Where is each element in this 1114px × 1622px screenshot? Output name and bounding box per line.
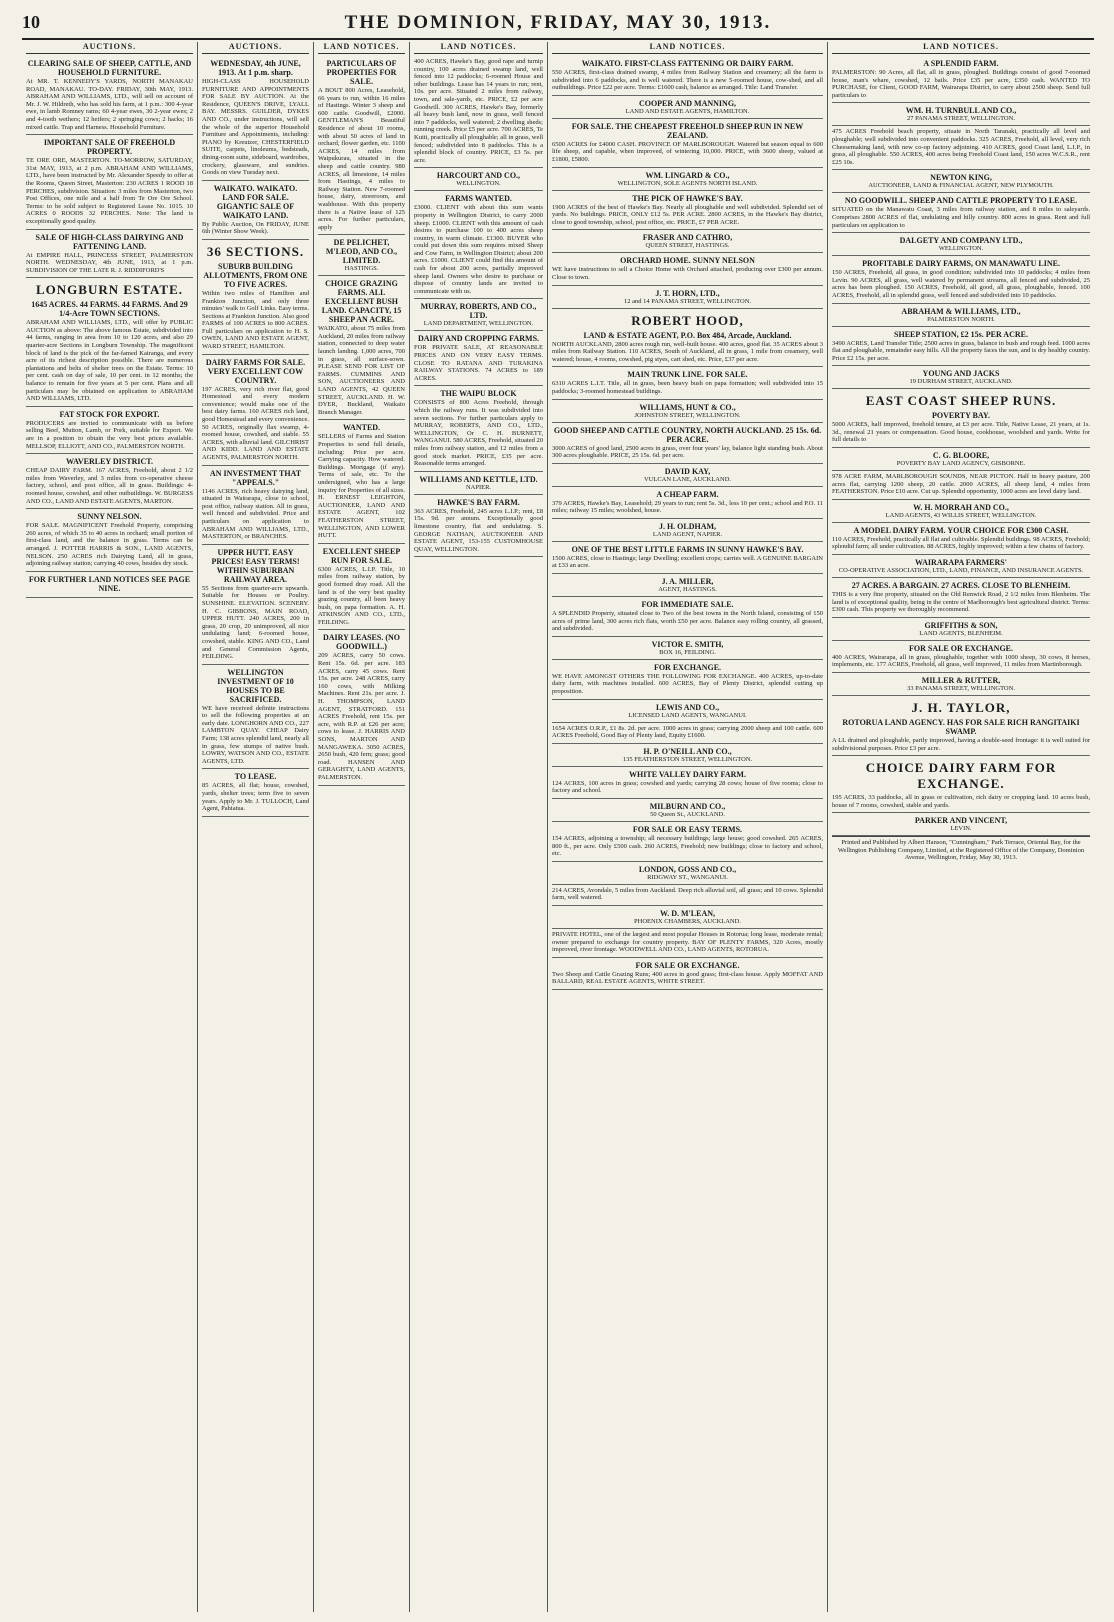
column-heading: AUCTIONS. <box>26 42 193 54</box>
ad-heading: FAT STOCK FOR EXPORT. <box>59 409 160 419</box>
ad-body-text: SITUATED on the Manawatu Coast, 3 miles from railway station, and 8 miles to saleyards. Comprises 2800 ACRES of flat, undulating and hilly country. 800 acres in grass. Rent and full particulars on application to <box>832 206 1090 229</box>
column-heading: LAND NOTICES. <box>832 42 1090 54</box>
advertisement <box>202 181 309 240</box>
advertiser-name: W. D. M'LEAN, <box>659 908 716 918</box>
advertisement <box>832 618 1090 641</box>
advertisement <box>552 96 823 119</box>
ad-heading: FOR IMMEDIATE SALE. <box>641 600 734 610</box>
advertiser-name: J. A. MILLER, <box>661 577 714 587</box>
ad-body-text: TE ORE ORE, MASTERTON. TO-MORROW, SATURDAY, 31st MAY, 1913, at 2 p.m. ABRAHAM AND WILLIAMS, LTD., have been instructed by Mr. Alexander Speedy to offer at the Rooms, Queen Street, Masterton: 230 ACRES 1 ROOD 18 PERCHES, subdivision. Situation: 3 miles from Masterton, two Post Offices, one mile and a half from Te Ore Ore School. Terms: to be sold subject to Registered Lease No. 1015. 10 ACRES 0 ROODS 32 PERCHES. Note: The land is exceptionally good quality. <box>26 157 193 225</box>
ad-heading: A MODEL DAIRY FARM. YOUR CHOICE FOR £300 CASH. <box>853 525 1069 535</box>
ad-body-text: 400 ACRES, Hawke's Bay, good rape and turnip country, 100 acres drained swamp land, well fenced into 12 paddocks; 6-roomed House and other buildings. Lease has 14 years to run; rent, 10s. per acre. Situated 2 miles from railway, town, and sale-yards, etc. PRICE, £2 per acre Goodwill. 300 ACRES, Hawke's Bay, formerly all heavy bush land, now in grass, well fenced into 7 paddocks, well watered; 2 dwelling sheds; running creek. Price £5 per acre. 700 ACRES, Te Kuiti, practically all ploughable; all in grass, well fenced; subdivided into 8 paddocks. This is a splendid block of country. PRICE, £3 5s. per acre. <box>414 58 543 164</box>
ad-body-text: FOR PRIVATE SALE, AT REASONABLE PRICES AND ON VERY EASY TERMS. CLOSE TO RATANA AND TURAKINA RAILWAY STATIONS. 74 ACRES to 189 ACRES. <box>414 344 543 382</box>
ad-heading: FOR SALE. THE CHEAPEST FREEHOLD SHEEP RUN IN NEW ZEALAND. <box>571 121 804 140</box>
advertiser-address: 12 and 14 PANAMA STREET, WELLINGTON. <box>623 297 752 305</box>
ad-heading: PROFITABLE DAIRY FARMS, ON MANAWATU LINE. <box>862 259 1060 269</box>
ad-heading: DAIRY LEASES. (NO GOODWILL.) <box>323 633 400 652</box>
ad-body-text: A SPLENDID Property, situated close to Two of the best towns in the North Island, consisting of 150 acres of prime land, 300 acres rich flats, worth £50 per acre. Balance easy rolling country, all grassed, and subdivided. <box>552 610 823 633</box>
advertisement <box>414 299 543 331</box>
ad-body-text: 124 ACRES, 100 acres in grass; cowshed and yards; carrying 28 cows; house of five rooms; close to factory and school. <box>552 779 823 795</box>
advertiser-name: J. H. OLDHAM, <box>658 521 717 531</box>
ad-heading: HAWKE'S BAY FARM. <box>437 497 520 507</box>
column-heading: AUCTIONS. <box>202 42 309 54</box>
advertisement <box>552 822 823 862</box>
advertisement <box>832 126 1090 170</box>
ad-body-text: 110 ACRES, Freehold, practically all flat and cultivable. Splendid buildings. 98 ACRES, Freehold; splendid farm; all under cultivation. 88 ACRES, highly improved; within a few chains of factory. <box>832 535 1090 551</box>
advertiser-address: 27 PANAMA STREET, WELLINGTON. <box>907 115 1015 123</box>
advertiser-name: ABRAHAM & WILLIAMS, LTD., <box>901 306 1021 316</box>
ad-body-text: 6310 ACRES L.I.T. Title, all in grass, been heavy bush on papa formation; well subdivided into 15 paddocks; 3-roomed homestead buildings. <box>552 380 823 395</box>
advertisement <box>318 420 405 543</box>
advertisement <box>832 366 1090 389</box>
ad-body-text: 6500 ACRES for £4000 CASH. PROVINCE OF MARLBOROUGH. Watered but season equal to 600 life sheep, and capable, when improved, of wintering 10,000. PRICE, with 3600 sheep, valued at £1800, £5800. <box>552 140 823 163</box>
ad-body-text: CHEAP DAIRY FARM. 167 ACRES, Freehold, about 2 1/2 miles from Waverley, and 3 miles from co-operative cheese factory, school, and post office, all in grass. Buildings: 4-roomed house, cowshed, and other outbuildings. W. BURGESS AND CO., LAND AND ESTATE AGENTS, MARTON. <box>26 467 193 505</box>
ad-heading: SUBURB BUILDING ALLOTMENTS, FROM ONE TO FIVE ACRES. <box>203 261 308 289</box>
advertiser-address: PALMERSTON NORTH. <box>927 315 995 323</box>
column-2 <box>198 42 314 1612</box>
advertiser-address: QUEEN STREET, HASTINGS. <box>645 242 730 250</box>
advertiser-address: LAND AGENTS, BLENHEIM. <box>919 629 1003 637</box>
advertiser-address: LAND AND ESTATE AGENTS, HAMILTON. <box>625 107 750 115</box>
advertiser-address: PHOENIX CHAMBERS, AUCKLAND. <box>634 917 741 925</box>
advertiser-address: 33 PANAMA STREET, WELLINGTON. <box>907 685 1015 692</box>
ad-heading: WEDNESDAY, 4th JUNE, 1913. At 1 p.m. sharp. <box>210 59 301 77</box>
column-heading: LAND NOTICES. <box>552 42 823 54</box>
advertisement <box>832 327 1090 367</box>
ad-heading: MAIN TRUNK LINE. FOR SALE. <box>627 370 748 380</box>
ad-body-text: 195 ACRES, 33 paddocks, all in grass or cultivation, rich dairy or cropping land. 10 acres bush, house of 7 rooms, cowshed, stable and yards. <box>832 794 1090 809</box>
ad-heading: THE PICK OF HAWKE'S BAY. <box>632 193 743 203</box>
ad-display-heading: LONGBURN ESTATE. <box>36 282 183 298</box>
ad-body-text: 363 ACRES, Freehold, 245 acres L.I.P.; rent, £8 15s. 9d. per annum. Exceptionally good limestone country, flat and undulating. S. GEORGE NATHAN, AUCTIONEER AND ESTATE AGENT, 153-155 CUSTOMHOUSE QUAY, WELLINGTON. <box>414 507 543 553</box>
advertisement <box>414 331 543 386</box>
ad-body-text: 1654 ACRES O.R.P., £1 8s. 2d. per acre. 1000 acres in grass; carrying 2000 sheep and 100 cattle. 600 ACRES Freehold, Good Bay of Plenty land, Equity £1600. <box>552 724 823 740</box>
advertisement <box>202 665 309 770</box>
ad-body-text: 550 ACRES, first-class drained swamp, 4 miles from Railway Station and creamery; all the farm is subdivided into 6 paddocks, and is well watered. There is a new 5-roomed house, cow-shed, and all outbuildings. Price £22 per acre. Terms: £1600 cash, balance as arranged. Title: Land Transfer. <box>552 69 823 92</box>
advertiser-address: LAND AGENT, NAPIER. <box>652 530 723 538</box>
ad-body-text: SELLERS of Farms and Station Properties to send full details, including: Price per acre. Carrying capacity. How watered. Buildings. Mortgage (if any). Terms of sale, etc. To the undersigned, who has a large inquiry for Properties of all sizes. H. ERNEST LEIGHTON, AUCTIONEER, LAND AND ESTATE AGENT, 102 FEATHERSTON STREET, WELLINGTON, AND LOWER HUTT. <box>318 433 405 540</box>
advertisement <box>552 958 823 990</box>
ad-heading: WAIKATO. WAIKATO. LAND FOR SALE. GIGANTIC SALE OF WAIKATO LAND. <box>213 183 298 220</box>
ad-body-text: FOR SALE. MAGNIFICENT Freehold Property, comprising 260 acres, of which 35 to 40 acres in orchard; small portion of first-class land, and the balance in grass. Terms can be arranged. J. POTTER HARRIS & SON., LAND AGENTS, NELSON. 250 ACRES rich Dairying Land, all in grass, adjoining railway station; carrying 40 cows, besides dry stock. <box>26 522 193 568</box>
advertisement <box>832 756 1090 813</box>
advertisement <box>202 56 309 181</box>
advertiser-address: BOX 16, FEILDING. <box>659 648 716 656</box>
ad-body-text: Within two miles of Hamilton and Frankton Junction, and only three minutes' walk to Golf Links. Easy terms. Sections at Frankton Junction. Also good FARMS of 100 ACRES to 800 ACRES. Full particulars on application to H. S. OWEN, LAND AND ESTATE AGENT, WARD STREET, HAMILTON. <box>202 289 309 351</box>
advertisement <box>552 885 823 906</box>
ad-display-heading: EAST COAST SHEEP RUNS. <box>865 393 1057 409</box>
advertisement <box>552 253 823 285</box>
advertisement <box>832 448 1090 471</box>
advertisement <box>552 423 823 464</box>
ad-body-text: 3000 ACRES of good land, 2500 acres in grass, over four years' lay, balance light standing bush. About 300 acres ploughable. PRICE, 25 15s. 6d. per acre. <box>552 444 823 460</box>
advertisement <box>552 191 823 231</box>
advertisement <box>832 555 1090 578</box>
advertiser-name: WILLIAMS AND KETTLE, LTD. <box>419 474 538 484</box>
advertiser-name: FRASER AND CATHRO, <box>642 233 733 243</box>
advertisement <box>832 500 1090 523</box>
advertiser-name: LEWIS AND CO., <box>655 702 720 712</box>
ad-heading: FOR SALE OR EXCHANGE. <box>908 643 1013 653</box>
advertisement <box>832 578 1090 618</box>
advertisement <box>552 367 823 399</box>
column-heading: LAND NOTICES. <box>414 42 543 54</box>
advertisement <box>552 799 823 822</box>
advertisement <box>318 630 405 785</box>
advertiser-name: C. G. BLOORE, <box>932 451 990 461</box>
advertisement <box>26 509 193 572</box>
advertisement <box>832 256 1090 303</box>
ad-body-text: 3490 ACRES, Land Transfer Title; 2500 acres in grass, balance in bush and rough feed. 1000 acres flat and ploughable, remainder easy hills. All the property faces the sun, and is dry healthy country. Price £2 15s. per acre. <box>832 339 1090 362</box>
advertisement <box>318 235 405 276</box>
advertiser-address: HASTINGS. <box>344 265 379 273</box>
advertiser-name: LONDON, GOSS AND CO., <box>638 864 737 874</box>
advertiser-address: WELLINGTON. <box>456 180 501 188</box>
ad-body-text: At EMPIRE HALL, PRINCESS STREET, PALMERSTON NORTH. WEDNESDAY, 4th JUNE, 1913, at 1 p.m. SUBDIVISION OF THE LATE R. J. RIDDIFORD'S <box>26 251 193 274</box>
ad-heading: ORCHARD HOME. SUNNY NELSON <box>620 256 755 266</box>
ad-body-text: 379 ACRES, Hawke's Bay, Leasehold; 29 years to run; rent 5s. 3d., less 10 per cent.; school and P.O. 11 miles; railway 15 miles; woolshed, house. <box>552 499 823 515</box>
advertisement <box>414 168 543 191</box>
ad-body-text: By Public Auction, On FRIDAY, JUNE 6th (Winter Show Week). <box>202 220 309 236</box>
ad-heading: LAND & ESTATE AGENT, P.O. Box 484, Arcade, Auckland. <box>583 330 792 340</box>
advertisement <box>552 906 823 929</box>
ad-heading: PARTICULARS OF PROPERTIES FOR SALE. <box>326 59 397 86</box>
advertiser-address: LAND DEPARTMENT, WELLINGTON. <box>423 320 534 328</box>
ad-heading: SUNNY NELSON. <box>77 512 142 522</box>
ad-heading: FOR FURTHER LAND NOTICES SEE PAGE NINE. <box>28 574 191 593</box>
advertisement <box>26 572 193 598</box>
ad-body-text: WE HAVE AMONGST OTHERS THE FOLLOWING FOR EXCHANGE. 400 ACRES, up-to-date dairy farm, with machines installed. 600 ACRES, Bay of Plenty District, splendid cutting up proposition. <box>552 672 823 696</box>
ad-heading: GOOD SHEEP AND CATTLE COUNTRY, NORTH AUCKLAND. 25 15s. 6d. PER ACRE. <box>553 425 822 444</box>
ad-body-text: £3000. CLIENT with about this sum wants property in Wellington District, to carry 2000 sheep. £1000. CLIENT with this amount of cash desires to purchase 100 to 400 acres sheep country, in warm climate. £1300. BUYER who could put down this sum requires mixed Sheep and Cow Farm, in Wellington District; about 200 acres. £1000. CLIENT could find this amount of cash for about 200 acres, partially improved sheep land. Owners who desire to purchase or dispose of country lands are invited to communicate with us. <box>414 204 543 295</box>
advertisement <box>202 466 309 545</box>
ad-body-text: A BOUT 800 Acres, Leasehold, 66 years to run, within 16 miles of Hastings. Winter 3 sheep and 600 cattle. Goodwill, £2000. GENTLEMAN'S Beautiful Residence of about 10 rooms, with about 50 acres of land in orchard, flower garden, etc. 1100 ACRES, 14 miles from Waipukurau, situated in the sheep and cattle country. 980 ACRES, all limestone, 14 miles from Hastings, 4 miles to Railway Station. New 7-roomed house, dairy, storeroom, and washhouse. With this property there is a Native lease of 125 acres. For further particulars, apply <box>318 87 405 231</box>
advertiser-name: J. T. HORN, LTD., <box>655 288 720 298</box>
advertisement <box>202 240 309 355</box>
column-3 <box>314 42 410 1612</box>
advertiser-name: MURRAY, ROBERTS, AND CO., LTD. <box>420 302 537 321</box>
advertisement <box>552 767 823 799</box>
ad-heading: WELLINGTON INVESTMENT OF 10 HOUSES TO BE SACRIFICED. <box>217 667 294 704</box>
advertiser-name: NEWTON KING, <box>930 173 992 183</box>
advertiser-name: H. P. O'NEILL AND CO., <box>643 746 732 756</box>
advertiser-name: DE PELICHET, M'LEOD, AND CO., LIMITED. <box>325 238 398 266</box>
ad-heading: FARMS WANTED. <box>445 194 512 204</box>
advertisement <box>414 386 543 471</box>
advertisement <box>832 673 1090 696</box>
ad-body-text: 1900 ACRES of the best of Hawke's Bay. Nearly all ploughable and well subdivided. Splendid set of yards. No buildings. PRICE, ONLY £12 5s. PER ACRE. 2800 ACRES, in the Hawke's Bay district, close to good township, school, post office, etc. PRICE, £7 PER ACRE. <box>552 203 823 226</box>
printer-imprint: Printed and Published by Albert Hanson, "Cunningham," Park Terrace, Oriental Bay, for the Wellington Publishing Company, Limited, at the Registered Office of the Company, Dominion Avenue, Wellington, Friday, May 30, 1913. <box>832 836 1090 861</box>
advertisement <box>832 193 1090 233</box>
ad-body-text: WE have instructions to sell a Choice Home with Orchard attached, producing over £300 per annum. Close to town. <box>552 266 823 281</box>
advertiser-name: WILLIAMS, HUNT & CO., <box>639 402 736 412</box>
ad-heading: THE WAIPU BLOCK <box>440 389 517 399</box>
advertiser-name: COOPER AND MANNING, <box>638 98 737 108</box>
advertisement <box>832 389 1090 448</box>
advertiser-name: W. H. MORRAH AND CO., <box>913 502 1009 512</box>
ad-heading: 1645 ACRES. 44 FARMS. 44 FARMS. And 29 1/4-Acre TOWN SECTIONS. <box>31 300 188 319</box>
advertisement <box>202 769 309 816</box>
advertisement <box>832 641 1090 673</box>
advertiser-name: MILLER & RUTTER, <box>921 676 1001 685</box>
advertisement <box>552 230 823 253</box>
advertisement <box>832 233 1090 256</box>
advertisement <box>832 56 1090 103</box>
ad-body-text: PRODUCERS are invited to communicate with us before selling Beef, Mutton, Lamb, or Pork, suitable for Export. We are in a position to obtain the very best prices available. MELLSOP, ELLIOTT, AND CO., PALMERSTON NORTH. <box>26 419 193 450</box>
advertisement <box>552 286 823 309</box>
ad-body-text: A LL drained and ploughable, partly improved, having a double-seed frontage: it is well suited for subdivisional purposes. Price £3 per acre. <box>832 737 1090 752</box>
ad-heading: 27 ACRES. A BARGAIN. 27 ACRES. CLOSE TO BLENHEIM. <box>851 581 1071 591</box>
ad-body-text: PALMERSTON: 90 Acres, all flat, all in grass, ploughed. Buildings consist of good 7-roomed house, man's whare, cowshed, 12 bails. Price £35 per acre, £350 cash. WANTED TO PURCHASE, for Client, GOOD FARM, Wairarapa District, to carry about 2500 sheep. Send full particulars to <box>832 69 1090 99</box>
advertisement <box>552 597 823 637</box>
advertiser-address: POVERTY BAY LAND AGENCY, GISBORNE. <box>896 460 1026 468</box>
advertisement <box>318 276 405 420</box>
ad-heading: DAIRY FARMS FOR SALE. VERY EXCELLENT COW COUNTRY. <box>205 357 306 385</box>
advertisement <box>552 700 823 723</box>
column-6 <box>828 42 1094 1612</box>
advertisement <box>414 495 543 558</box>
ad-heading: WAIKATO. FIRST-CLASS FATTENING OR DAIRY FARM. <box>581 59 794 68</box>
ad-body-text: 85 ACRES, all flat; house, cowshed, yards, shelter trees; term five to seven years. Apply to Mr. J. TULLOCH, Land Agent, Pahiatua. <box>202 782 309 813</box>
ad-body-text: PRIVATE HOTEL, one of the largest and most popular Houses in Rotorua; long lease, moderate rental; owner prepared to exchange for country property. BAY OF PLENTY FARMS, 320 Acres, mostly improved, river frontage. WOODWELL AND CO., LAND AGENTS, ROTORUA. <box>552 930 823 954</box>
advertisement <box>202 355 309 466</box>
advertisement <box>318 544 405 631</box>
advertisement <box>202 545 309 665</box>
advertiser-address: AUCTIONEER, LAND & FINANCIAL AGENT, NEW PLYMOUTH. <box>868 182 1054 190</box>
ad-body-text: 475 ACRES Freehold beach property, situate in North Taranaki, practically all level and ploughable; well subdivided into convenient paddocks. 325 ACRES, Freehold, all level, very rich Cheesemaking land, with new co-op factory adjoining. 410 ACRES, good Coast land, L.I.P., in grass, all ploughable. 550 ACRES, 400 acres being Freehold Coast land, 150 acres W.C.S.R., rent £25 10s. <box>832 128 1090 166</box>
advertisement <box>552 542 823 574</box>
ad-heading: SHEEP STATION, £2 15s. PER ACRE. <box>894 329 1028 339</box>
newspaper-title: THE DOMINION, FRIDAY, MAY 30, 1913. <box>344 12 772 33</box>
advertisement <box>552 56 823 96</box>
ad-heading: EXCELLENT SHEEP RUN FOR SALE. <box>322 546 401 565</box>
ad-heading: AN INVESTMENT THAT "APPEALS." <box>209 468 302 487</box>
ad-body-text: NORTH AUCKLAND, 2800 acres rough run, well-built house. 400 acres, good flat. 35 ACRES about 3 miles from Railway Station. 110 ACRES, South of Auckland, all in grass, 1 mile from creamery, well watered; house, 4 rooms, cowshed, pig styes, cart shed, etc. Price, £37 per acre. <box>552 340 823 363</box>
column-heading: LAND NOTICES. <box>318 42 405 54</box>
advertisement <box>552 574 823 597</box>
advertisement <box>552 744 823 767</box>
advertiser-name: VICTOR E. SMITH, <box>651 639 724 649</box>
advertisement <box>832 103 1090 126</box>
advertiser-address: RIDGWAY ST., WANGANUI. <box>647 873 728 881</box>
ad-heading: ROTORUA LAND AGENCY. HAS FOR SALE RICH RANGITAIKI SWAMP. <box>842 718 1080 736</box>
ad-heading: FOR EXCHANGE. <box>653 662 722 672</box>
ad-display-heading: J. H. TAYLOR, <box>911 700 1011 715</box>
ad-body-text: 978 ACRE FARM, MARLBOROUGH SOUNDS, NEAR PICTON. Half in heavy pasture, 200 acres flat, carrying 1200 sheep, 20 cattle. 2000 ACRES, all sheep land, 4 miles from FEATHERSTON. Price £10 acre. Cut up. Splendid opportunity, 1000 acres are level dairy land. <box>832 473 1090 496</box>
ad-body-text: 214 ACRES, Avondale, 5 miles from Auckland. Deep rich alluvial soil, all grass; and 10 cows. Splendid farm, well watered. <box>552 886 823 902</box>
ad-heading: A SPLENDID FARM. <box>923 59 999 68</box>
advertiser-address: 50 Queen St., AUCKLAND. <box>650 811 725 818</box>
ad-body-text: 6300 ACRES, L.I.P. Title, 10 miles from railway station, by good formed dray road. All the land is of the very best quality grazing country, all been heavy bush, on papa formation. A. H. ATKINSON AND CO., LTD., FEILDING. <box>318 565 405 626</box>
advertisement <box>832 696 1090 756</box>
ad-body-text: 400 ACRES, Wairarapa, all in grass, ploughable, together with 1000 sheep, 30 cows, 8 horses, implements, etc. 177 ACRES, Freehold, all grass, well improved, 11 miles from Martinborough. <box>832 653 1090 669</box>
advertisement <box>832 471 1090 500</box>
ad-heading: IMPORTANT SALE OF FREEHOLD PROPERTY. <box>43 138 176 157</box>
advertisement <box>552 723 823 744</box>
advertisement <box>832 170 1090 193</box>
ad-heading: CLEARING SALE OF SHEEP, CATTLE, AND HOUSEHOLD FURNITURE. <box>27 59 192 77</box>
masthead <box>22 10 1094 40</box>
advertisement <box>552 400 823 423</box>
ad-body-text: HIGH-CLASS HOUSEHOLD FURNITURE AND APPOINTMENTS FOR SALE BY AUCTION. At the Residence, QUEEN'S DRIVE, LYALL BAY. MESSRS. GUILDER, DYKES AND CO., under instructions, will sell the whole of the superior Household Furniture and Appointments, including: PIANO by Kreutzer, CHESTERFIELD SUITE, carpets, linoleums, bedsteads, dining-room suite, sideboard, wardrobes, crockery, glassware, and sundries. Goods on view Tuesday next. <box>202 78 309 177</box>
advertisement <box>26 407 193 454</box>
advertisement <box>552 862 823 885</box>
advertiser-address: WELLINGTON, SOLE AGENTS NORTH ISLAND. <box>617 179 758 187</box>
advertiser-name: GRIFFITHS & SON, <box>924 620 998 630</box>
ad-body-text: 209 ACRES, carry 50 cows. Rent 15s. 6d. per acre. 183 ACRES, carry 45 cows. Rent 15s. per acre. 248 ACRES, carry 160 cows, with Milking Machines. Rent 21s. per acre. J. H. THOMPSON, LAND AGENT, STRATFORD. 151 ACRES Freehold, rent 15s. per acre, with R.P. at £26 per acre; cows to lease. J. HARRIS AND SONS, MARTON AND MANGAWEKA. 3050 ACRES, 2650 bush, 420 fern; grass; good road. HANSEN AND GERAGHTY, LAND AGENTS, PALMERSTON. <box>318 652 405 781</box>
ad-body-text: THIS is a very fine property, situated on the Old Renwick Road, 2 1/2 miles from Blenheim. The land is of exceptional quality, being in the centre of Marlborough's best agricultural district. Terms: £300 cash. This property we thoroughly recommend. <box>832 591 1090 614</box>
advertiser-address: LICENSED LAND AGENTS, WANGANUI. <box>628 711 747 719</box>
advertisement <box>414 472 543 495</box>
ad-heading: CHOICE GRAZING FARMS. ALL EXCELLENT BUSH LAND. CAPACITY, 15 SHEEP AN ACRE. <box>321 279 402 325</box>
column-1 <box>22 42 198 1612</box>
advertiser-name: WM. LINGARD & CO., <box>645 170 730 180</box>
advertiser-address: LAND AGENTS, 43 WILLIS STREET, WELLINGTON. <box>885 511 1037 519</box>
column-5 <box>548 42 828 1612</box>
advertiser-name: MILBURN AND CO., <box>649 802 726 811</box>
page-number: 10 <box>22 12 40 32</box>
advertisement <box>414 56 543 168</box>
ad-heading: WHITE VALLEY DAIRY FARM. <box>629 769 746 779</box>
advertisement <box>552 929 823 958</box>
advertiser-name: WAIRARAPA FARMERS' <box>915 558 1007 568</box>
advertisement <box>552 660 823 700</box>
advertiser-address: NAPIER. <box>465 483 492 491</box>
advertisement <box>414 191 543 299</box>
advertisement <box>26 278 193 407</box>
ad-body-text: 1146 ACRES, rich heavy dairying land, situated in Wairarapa, close to school, post office, railway station. All in grass, well fenced and subdivided. Price and particulars on application to ABRAHAM AND WILLIAMS, LTD., MASTERTON, or BRANCHES. <box>202 487 309 541</box>
advertiser-address: 19 DURHAM STREET, AUCKLAND. <box>909 378 1013 386</box>
advertisement <box>552 487 823 519</box>
ad-body-text: WE have received definite instructions to sell the following properties at an early date. LONGHORN AND CO., 227 LAMBTON QUAY. CHEAP Dairy Farm; 138 acres splendid land, nearly all in grass, few stumps of native bush. LOWRY, WATSON AND CO., ESTATE AGENTS, LTD. <box>202 704 309 765</box>
advertisement <box>552 519 823 542</box>
advertiser-name: DALGETY AND COMPANY LTD., <box>899 236 1023 246</box>
ad-heading: ONE OF THE BEST LITTLE FARMS IN SUNNY HAWKE'S BAY. <box>571 544 804 554</box>
ad-body-text: 197 ACRES, very rich river flat, good Homestead and every modern convenience; would make one of the best dairy farms. 160 ACRES rich land, good Homestead and every convenience. 50 ACRES, originally flax swamp, 4-roomed house, cowshed, and stable. 55 ACRES, with alluvial land. GILCHRIST AND KIDD. LAND AND ESTATE AGENTS, PALMERSTON NORTH. <box>202 385 309 461</box>
advertiser-name: WM. H. TURNBULL AND CO., <box>905 106 1017 116</box>
ad-heading: WAVERLEY DISTRICT. <box>66 457 153 467</box>
advertiser-name: YOUNG AND JACKS <box>922 369 1000 379</box>
advertiser-address: AGENT, HASTINGS. <box>658 586 717 594</box>
advertiser-address: CO-OPERATIVE ASSOCIATION, LTD., LAND, FINANCE, AND INSURANCE AGENTS. <box>838 567 1084 575</box>
advertiser-name: HARCOURT AND CO., <box>436 171 521 181</box>
ad-body-text: CONSISTS of 800 Acres Freehold, through which the railway runs. It was subdivided into seven sections. For further particulars apply to MURRAY, ROBERTS, AND CO., LTD., WELLINGTON, Or C. H. BURNETT, WANGANUI. 580 ACRES, Freehold, situated 20 miles from railway station, and 12 miles from a good stock market. PRICE, £35 per acre. Reasonable terms arranged. <box>414 399 543 468</box>
column-4 <box>410 42 548 1612</box>
ad-heading: NO GOODWILL. SHEEP AND CATTLE PROPERTY TO LEASE. <box>844 196 1078 206</box>
ad-heading: WANTED. <box>342 423 381 433</box>
advertisement <box>552 168 823 191</box>
ad-body-text: At MR. T. KENNEDY'S YARDS, NORTH MANAKAU ROAD, MANAKAU. TO-DAY. FRIDAY, 30th MAY, 1913. ABRAHAM AND WILLIAMS, LTD., will sell on account of Mr. J. W. Hildreth, who has sold his farm, at 1 p.m.: 300 4-year ewe, in lamb Romney rams; 60 4-year ewes, 30 2-year ewes; 2 and 4-tooth wethers; 12 heifers; 2 springing cows; 2 hacks; 16 mixed cattle. Trap and Harness. Household Furniture. <box>26 78 193 131</box>
ad-body-text: ABRAHAM AND WILLIAMS, LTD., will offer by PUBLIC AUCTION as above: The above famous Estate, subdivided into 44 farms, ranging in area from 10 to 120 acres, and also 29 quarter-acre Sections in Longburn Township. The magnificent block of land is the pick of the far-famed Kairanga, and every acre of its richest description possible. There are numerous plantations and belts of shelter trees on the Estate. Terms: 10 per cent. cash on day of sale, 10 per cent. in 12 months; the balance to remain for five years at 5 per cent. Plans and all particulars may be obtained on application to ABRAHAM AND WILLIAMS, LTD. <box>26 319 193 403</box>
advertisement <box>552 464 823 487</box>
advertisement <box>832 304 1090 327</box>
advertiser-name: DAVID KAY, <box>664 466 711 476</box>
advertiser-address: 135 FEATHERSTON STREET, WELLINGTON. <box>622 755 753 763</box>
advertisement <box>26 454 193 509</box>
advertiser-address: LEVIN. <box>950 825 972 833</box>
ad-body-text: Two Sheep and Cattle Grazing Runs; 400 acres in good grass; first-class house. Apply MOFFAT AND BALLARD, REAL ESTATE AGENTS, WHITE STREET. <box>552 970 823 986</box>
ad-display-heading: CHOICE DAIRY FARM FOR EXCHANGE. <box>865 760 1057 792</box>
advertiser-address: VULCAN LANE, AUCKLAND. <box>643 475 732 483</box>
ad-body-text: 1500 ACRES, close to Hastings; large Dwelling; excellent crops; carries well. A GENUINE BARGAIN at £33 an acre. <box>552 554 823 570</box>
advertisement <box>832 523 1090 555</box>
ad-heading: FOR SALE OR EASY TERMS. <box>632 825 743 834</box>
ad-heading: A CHEAP FARM. <box>656 489 719 499</box>
advertisement <box>552 637 823 660</box>
advertiser-name: PARKER AND VINCENT, <box>914 816 1008 826</box>
ad-body-text: WAIKATO, about 75 miles from Auckland, 20 miles from railway station, connected to deep water launch landing. 1,000 acres, 700 in grass, all surface-sown. PLEASE SEND FOR LIST OF FARMS. CUMMINS AND SON, AUCTIONEERS AND LAND AGENTS, 42 QUEEN STREET, AUCKLAND. H. W. DYER, Buckland, Waikato Branch Manager. <box>318 325 405 416</box>
ad-heading: UPPER HUTT. EASY PRICES! EASY TERMS! WITHIN SUBURBAN RAILWAY AREA. <box>211 547 300 584</box>
ad-heading: DAIRY AND CROPPING FARMS. <box>417 334 540 344</box>
advertisement <box>26 135 193 229</box>
ad-body-text: 55 Sections from quarter-acre upwards. Suitable for Houses or Poultry. SUNSHINE. ELEVATION. SCENERY. H. C. GIBBONS, MAIN ROAD, UPPER HUTT. 240 ACRES, 200 in grass, 20 crop, 20 unimproved, all nice undulating land; 6-roomed house, cowshed, stable. KING AND CO., Land and General Commission Agents, FEILDING. <box>202 584 309 661</box>
advertisement <box>552 119 823 168</box>
advertisement <box>26 230 193 279</box>
advertiser-address: WELLINGTON. <box>938 245 984 253</box>
ad-heading: POVERTY BAY. <box>932 411 990 421</box>
ad-display-heading: ROBERT HOOD, <box>631 312 744 328</box>
ad-heading: SALE OF HIGH-CLASS DAIRYING AND FATTENING LAND. <box>35 232 184 251</box>
ad-body-text: 150 ACRES, Freehold, all grass, in good condition; subdivided into 10 paddocks; 4 miles from Levin. 90 ACRES, all grass, well watered by permanent streams, all fenced and subdivided, 25 acres has been ploughed. 150 ACRES, Freehold, all good, all grass, ploughable, fenced. 100 ACRES, Freehold, all in splendid grass, well fenced and subdivided into 10 paddocks. <box>832 269 1090 299</box>
ad-heading: TO LEASE. <box>234 772 277 782</box>
ad-heading: FOR SALE OR EXCHANGE. <box>635 960 740 970</box>
advertisement <box>26 56 193 135</box>
advertisement <box>552 309 823 368</box>
advertisement <box>832 813 1090 836</box>
ad-body-text: 5000 ACRES, half improved, freehold tenure, at £3 per acre. Title, Native Lease, 21 years, at 1s. 3d., renewal 21 years or compensation. Good house, cookhouse, woolshed and yards. Write for full details to <box>832 421 1090 444</box>
advertiser-address: JOHNSTON STREET, WELLINGTON. <box>634 411 741 419</box>
ad-display-heading: 36 SECTIONS. <box>206 243 305 259</box>
advertisement <box>318 56 405 235</box>
ad-body-text: 154 ACRES, adjoining a township; all necessary buildings; large house; good cowshed. 265 ACRES, 800 ft., per acre. Only £500 cash. 260 ACRES, Freehold; new buildings; close to factory and school, etc. <box>552 835 823 858</box>
